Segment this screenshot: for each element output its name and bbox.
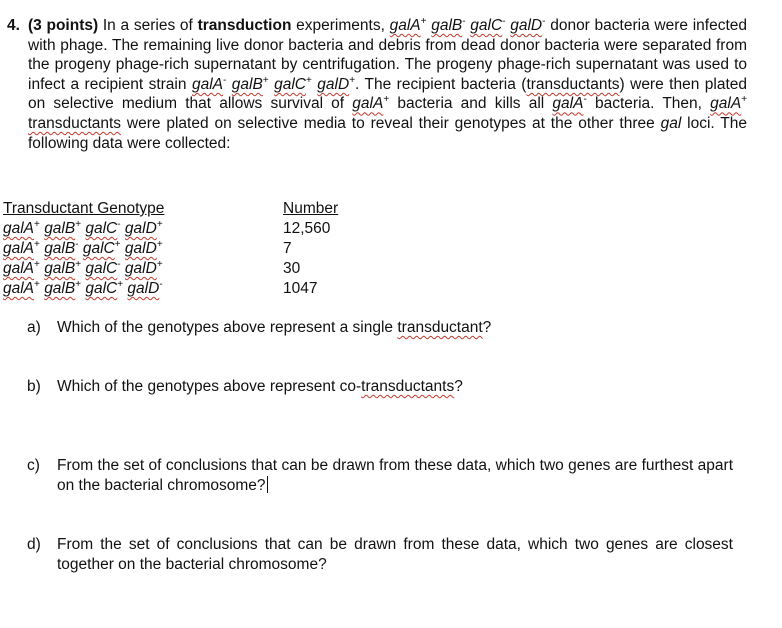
question-body: (3 points) In a series of transduction experiments, galA+ galB- galC- galD- donor bacteria were infected with phage. The remaining live donor bacteria and debris from dead donor bacteria were separated from the progeny phage-rich supernatant by centrifugation. The progeny phage-rich supernatant was used to infect a recipient strain galA- galB+ galC+ galD+. The recipient bacteria (transductants) were then plated on selective medium that allows survival of galA+ bacteria and kills all galA- bacteria. Then, galA+ transductants were plated on selective media to reveal their genotypes at the other three gal loci. The following data were collected:	[28, 15, 748, 152]
table-header-number: Number	[283, 200, 339, 217]
subquestion-text: Which of the genotypes above represent co-	[57, 378, 362, 395]
gala-plus: galA	[352, 95, 384, 113]
table-row	[3, 220, 403, 239]
subquestion-text: From the set of conclusions that can be drawn from these data, which two genes are furthest apart on the bacterial chromosome?	[57, 457, 733, 494]
subquestion-key-term: transductant	[397, 319, 483, 336]
question-4	[7, 16, 747, 153]
subquestion-label: b)	[27, 378, 41, 395]
table-header-genotype: Transductant Genotype	[3, 200, 165, 217]
subquestion-a: a) Which of the genotypes above represent a single transductant?	[27, 319, 492, 336]
donor-genotype: galA+ galB- galC- galD-	[389, 15, 546, 34]
subquestion-label: d)	[27, 536, 41, 553]
subquestion-c	[27, 456, 733, 495]
intro-bold: transduction	[197, 17, 292, 34]
body-text-3: bacteria and kills all	[397, 95, 545, 113]
body-text-1: donor bacteria were infected with phage. The remaining live donor bacteria and debris from dead donor bacteria were separated from the progeny phage-rich supernatant by centrifugation. The progeny phage-rich supernatant was used to infect a recipient strain	[28, 17, 748, 93]
body-text-5: were plated on selective media to reveal their genotypes at the other three	[126, 114, 655, 132]
count-cell: 12,560	[283, 220, 331, 237]
body-text-6: loci. The following data were collected:	[28, 114, 747, 152]
text-cursor	[267, 476, 268, 493]
question-points: (3 points)	[28, 17, 99, 34]
subquestion-label: a)	[27, 319, 41, 336]
genotype-cell: galA+ galB+ galC- galD+	[3, 258, 163, 277]
question-number: 4.	[7, 17, 20, 34]
subquestion-text: Which of the genotypes above represent a single	[57, 319, 394, 336]
subquestion-text: From the set of conclusions that can be drawn from these data, which two genes are closest together on the bacterial chromosome?	[57, 536, 733, 573]
intro-text: In a series of	[102, 17, 193, 34]
table-row	[3, 240, 403, 259]
count-cell: 30	[283, 260, 301, 277]
subquestion-label: c)	[27, 457, 40, 474]
recipient-genotype: galA- galB+ galC+ galD+	[191, 74, 356, 93]
genotype-cell: galA+ galB+ galC+ galD-	[3, 278, 163, 297]
body-text-2a: . The recipient bacteria (	[355, 75, 527, 93]
gal-italic: gal	[660, 114, 682, 132]
body-text-2b: ) were then plated on selective medium that allows survival of	[28, 75, 748, 113]
count-cell: 1047	[283, 280, 318, 297]
body-text-4: bacteria. Then,	[594, 95, 702, 113]
table-row	[3, 280, 403, 299]
subquestion-key-term: transductants	[361, 378, 455, 395]
table-row	[3, 260, 403, 279]
transductants-word-2: transductants	[28, 114, 122, 132]
count-cell: 7	[283, 240, 292, 257]
genotype-cell: galA+ galB+ galC- galD+	[3, 218, 163, 237]
gala-minus: galA	[552, 95, 584, 113]
intro-text-2: experiments,	[296, 17, 385, 34]
transductants-word: transductants	[526, 75, 620, 93]
genotype-cell: galA+ galB- galC+ galD+	[3, 238, 163, 257]
subquestion-b: b) Which of the genotypes above represent co-transductants?	[27, 378, 463, 395]
gala-plus-2: galA	[710, 95, 742, 113]
subquestion-d	[27, 535, 733, 574]
